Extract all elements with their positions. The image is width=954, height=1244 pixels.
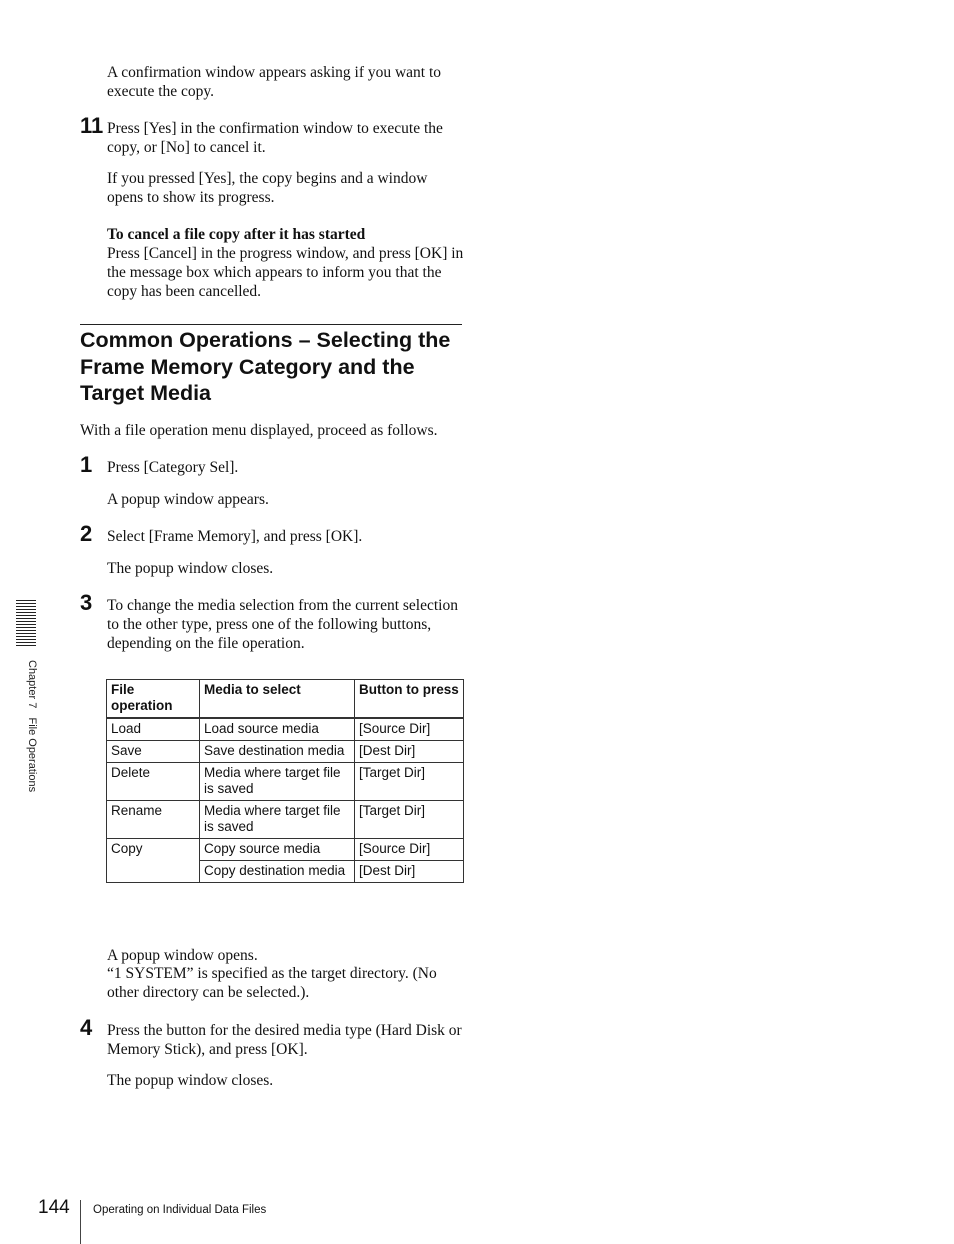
table-cell: Delete bbox=[107, 763, 200, 801]
table-row bbox=[107, 718, 464, 741]
step-1-result: A popup window appears. bbox=[107, 491, 269, 508]
table-cell: Media where target file is saved bbox=[200, 801, 355, 839]
step-3-number: 3 bbox=[80, 590, 93, 615]
step-1-number: 1 bbox=[80, 452, 93, 477]
step-2-text: Select [Frame Memory], and press [OK]. bbox=[107, 528, 363, 545]
step-3-text: To change the media selection from the current selection to the other type, press one of the following buttons, depending on the file operation. bbox=[107, 597, 458, 652]
table-row bbox=[107, 801, 464, 839]
chapter-label: Chapter 7 File Operations bbox=[26, 660, 38, 793]
table-cell: [Source Dir] bbox=[355, 839, 464, 861]
table-cell: Save destination media bbox=[200, 741, 355, 763]
step-11-text: Press [Yes] in the confirmation window to execute the copy, or [No] to cancel it. bbox=[107, 120, 443, 156]
step-4-result: The popup window closes. bbox=[107, 1072, 274, 1089]
step-2-number: 2 bbox=[80, 521, 93, 546]
table-cell: Save bbox=[107, 741, 200, 763]
footer-section-title: Operating on Individual Data Files bbox=[93, 1204, 267, 1216]
section-title: Common Operations – Selecting the Frame Memory Category and the Target Media bbox=[80, 328, 451, 405]
cancel-text: Press [Cancel] in the progress window, and press [OK] in the message box which appears to inform you that the copy has been cancelled. bbox=[107, 245, 464, 300]
step-4-number: 4 bbox=[80, 1015, 93, 1040]
step-11-number: 11 bbox=[80, 113, 104, 138]
table-cell: Copy bbox=[107, 839, 200, 883]
table-row bbox=[107, 763, 464, 801]
table-cell: [Dest Dir] bbox=[355, 861, 464, 883]
table-cell: Load source media bbox=[200, 718, 355, 741]
file-operation-table bbox=[106, 679, 464, 883]
table-cell: Load bbox=[107, 718, 200, 741]
table-cell: Copy source media bbox=[200, 839, 355, 861]
table-cell: [Dest Dir] bbox=[355, 741, 464, 763]
table-cell: [Target Dir] bbox=[355, 763, 464, 801]
step-1-text: Press [Category Sel]. bbox=[107, 459, 239, 476]
section-intro: With a file operation menu displayed, proceed as follows. bbox=[80, 422, 438, 439]
chapter-tab-marker bbox=[16, 600, 36, 648]
table-header: Media to select bbox=[200, 680, 355, 719]
step-11-result: If you pressed [Yes], the copy begins and a window opens to show its progress. bbox=[107, 170, 428, 206]
step-3-result-detail: “1 SYSTEM” is specified as the target directory. (No other directory can be selected.). bbox=[107, 965, 437, 1001]
step-4-text: Press the button for the desired media type (Hard Disk or Memory Stick), and press [OK]. bbox=[107, 1022, 462, 1058]
table-header: File operation bbox=[107, 680, 200, 719]
step-2-result: The popup window closes. bbox=[107, 560, 274, 577]
section-rule bbox=[80, 324, 462, 325]
table-cell: Rename bbox=[107, 801, 200, 839]
table-row bbox=[107, 839, 464, 861]
table-cell: Copy destination media bbox=[200, 861, 355, 883]
confirmation-text: A confirmation window appears asking if you want to execute the copy. bbox=[107, 64, 442, 100]
footer-divider bbox=[80, 1200, 81, 1244]
table-row bbox=[107, 741, 464, 763]
table-header: Button to press bbox=[355, 680, 464, 719]
step-3-result: A popup window opens. bbox=[107, 947, 258, 964]
table-cell: [Target Dir] bbox=[355, 801, 464, 839]
table-cell: Media where target file is saved bbox=[200, 763, 355, 801]
page-number: 144 bbox=[38, 1197, 70, 1218]
table-header-row bbox=[107, 680, 464, 719]
cancel-heading: To cancel a file copy after it has started bbox=[107, 226, 366, 243]
table-cell: [Source Dir] bbox=[355, 718, 464, 741]
